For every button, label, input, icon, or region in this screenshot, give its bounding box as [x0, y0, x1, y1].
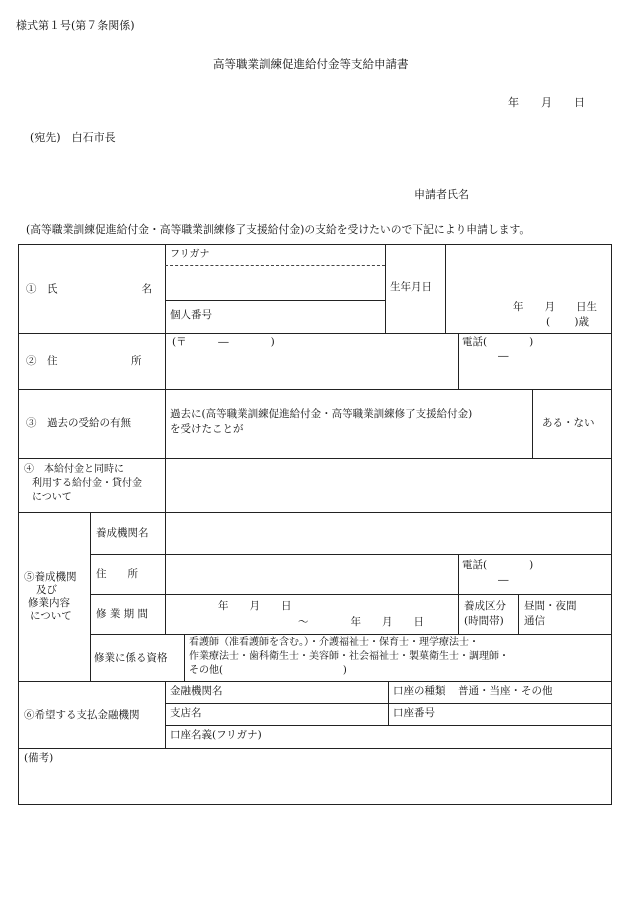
training-period-label: 修 業 期 間 [96, 608, 149, 620]
institution-phone-dash: ― [498, 574, 509, 586]
concurrent-benefits-field[interactable] [166, 459, 610, 511]
furigana-label: フリガナ [170, 249, 210, 260]
account-number-label: 口座番号 [393, 707, 435, 719]
concurrent-benefits-label-1: ④ 本給付金と同時に [24, 464, 124, 475]
date-line[interactable]: 年 月 日 [508, 96, 585, 109]
postal-code-field[interactable]: (〒 ― ) [172, 336, 275, 348]
training-label-4: について [30, 610, 72, 622]
institution-phone-field[interactable]: 電話( ) [462, 559, 534, 571]
qualification-options-line3[interactable]: その他( ) [189, 665, 347, 676]
remarks-field[interactable] [20, 766, 610, 802]
past-receipt-answer[interactable]: ある・ない [542, 417, 595, 429]
qualification-options-line2[interactable]: 作業療法士・歯科衛生士・美容師・社会福祉士・製菓衛生士・調理師・ [189, 651, 509, 662]
past-receipt-label: ③ 過去の受給の有無 [26, 417, 131, 429]
training-category-label-2: (時間帯) [464, 615, 504, 627]
concurrent-benefits-label-2: 利用する給付金・貸付金 [32, 478, 142, 489]
birth-date-field[interactable]: 年 月 日生 [513, 301, 597, 313]
qualification-label: 修業に係る資格 [94, 652, 168, 664]
institution-address-label: 住 所 [96, 568, 138, 580]
form-title: 高等職業訓練促進給付金等支給申請書 [213, 57, 409, 71]
account-number-field[interactable] [448, 704, 610, 724]
furigana-field[interactable] [166, 246, 384, 264]
training-label-3: 修業内容 [28, 597, 70, 609]
my-number-field[interactable] [218, 302, 383, 331]
institution-address-field[interactable] [166, 555, 456, 593]
branch-name-label: 支店名 [170, 707, 202, 719]
qualification-options-line1[interactable]: 看護師（准看護師を含む。）・介護福祉士・保育士・理学療法士・ [189, 637, 479, 648]
branch-name-field[interactable] [218, 704, 386, 724]
birth-date-label: 生年月日 [390, 281, 432, 293]
name-field[interactable] [166, 266, 384, 299]
my-number-label: 個人番号 [170, 309, 212, 321]
applicant-name-label: 申請者氏名 [414, 188, 469, 201]
training-label-1: ⑤養成機関 [24, 571, 77, 583]
address-field[interactable] [166, 350, 456, 387]
name-label: ① 氏 名 [26, 283, 152, 295]
age-field[interactable]: ( )歳 [546, 316, 590, 328]
address-label: ② 住 所 [26, 355, 142, 367]
training-label-2: 及び [36, 584, 57, 596]
account-holder-field[interactable] [288, 726, 610, 747]
bank-name-label: 金融機関名 [170, 685, 223, 697]
training-category-option-1[interactable]: 昼間・夜間 [524, 600, 577, 612]
intro-text: (高等職業訓練促進給付金・高等職業訓練修了支援給付金)の支給を受けたいので下記により申請します。 [26, 223, 531, 236]
account-type-label: 口座の種類 [393, 685, 446, 697]
form-number: 様式第１号(第７条関係) [16, 19, 135, 32]
application-form-table [18, 244, 612, 805]
bank-name-field[interactable] [233, 682, 386, 702]
institution-name-label: 養成機関名 [96, 527, 149, 539]
account-type-options[interactable]: 普通・当座・その他 [458, 685, 553, 697]
training-period-to[interactable]: ～ 年 月 日 [298, 616, 424, 628]
training-category-label-1: 養成区分 [464, 600, 506, 612]
remarks-label: (備考) [24, 752, 54, 764]
past-receipt-question-line1: 過去に(高等職業訓練促進給付金・高等職業訓練修了支援給付金) [170, 408, 473, 420]
concurrent-benefits-label-3: について [32, 492, 72, 503]
phone-field[interactable]: 電話( ) [462, 336, 534, 348]
past-receipt-question-line2: を受けたことが [170, 423, 244, 435]
phone-dash: ― [498, 350, 509, 362]
training-period-from[interactable]: 年 月 日 [218, 600, 292, 612]
account-holder-label: 口座名義(フリガナ) [170, 729, 262, 741]
addressee: (宛先) 白石市長 [30, 131, 116, 144]
training-category-option-2[interactable]: 通信 [524, 615, 545, 627]
institution-name-field[interactable] [166, 513, 610, 553]
bank-section-label: ⑥希望する支払金融機関 [24, 709, 140, 721]
